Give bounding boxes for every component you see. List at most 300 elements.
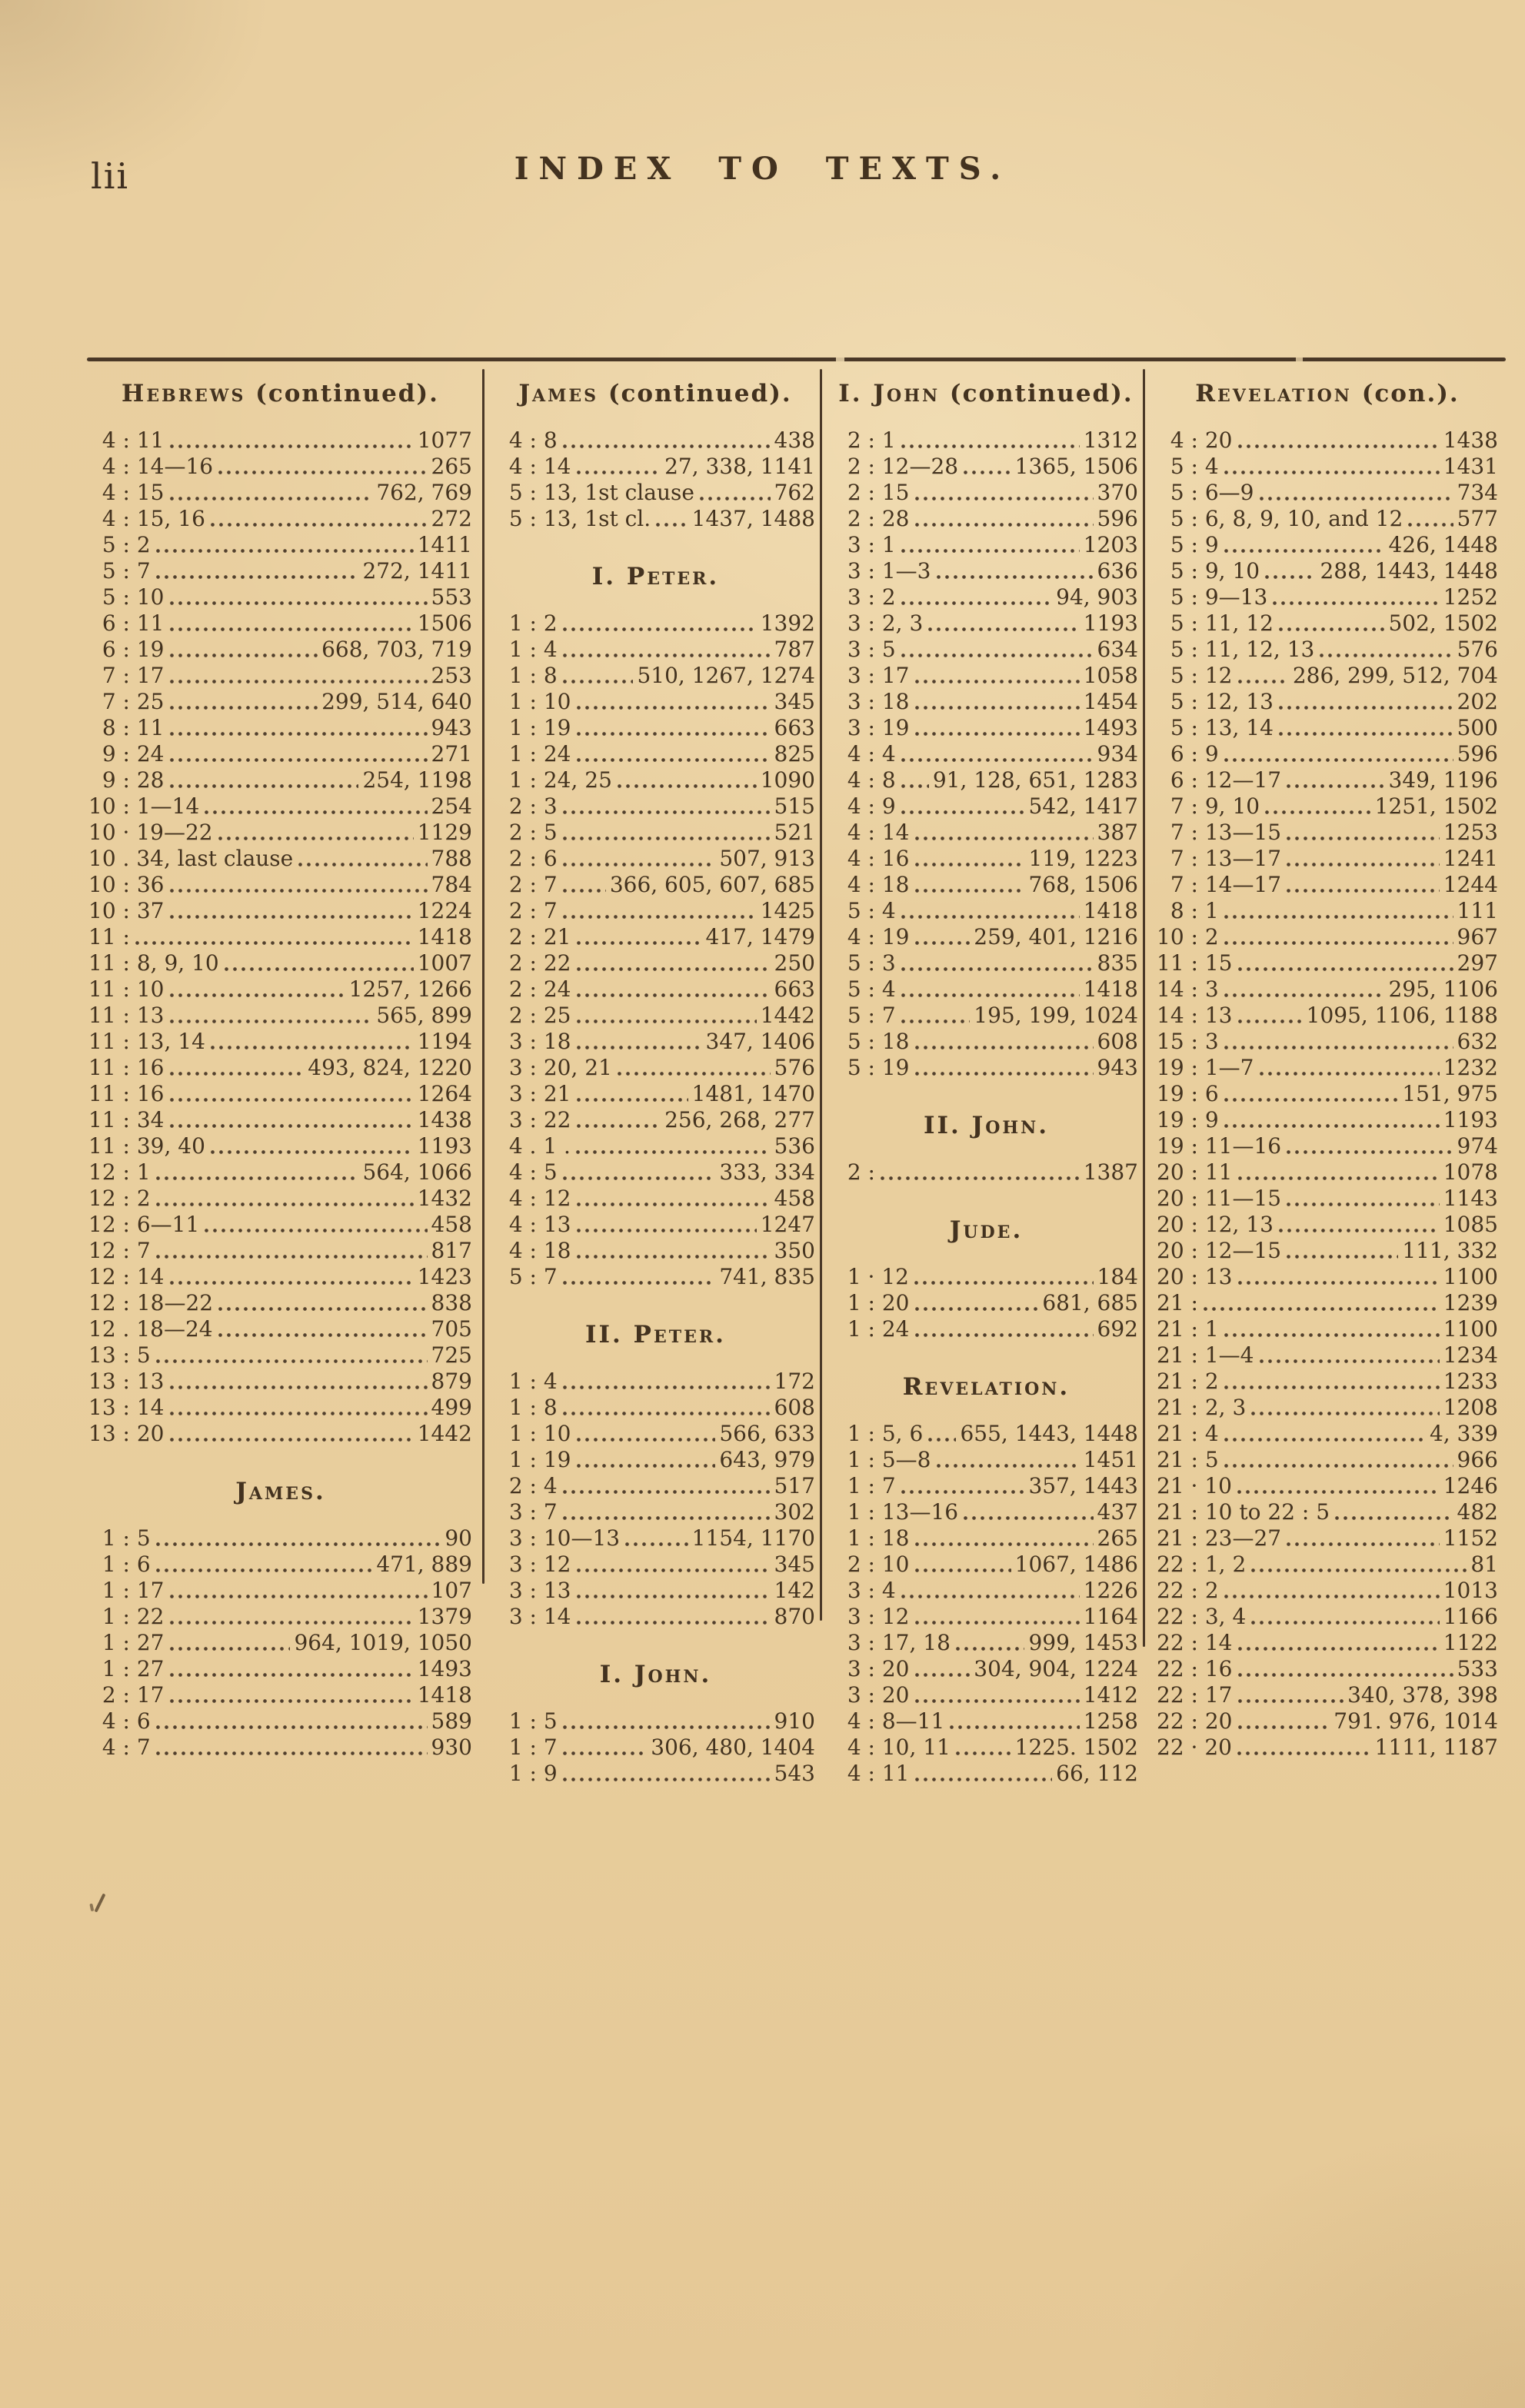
page-references: 636 [1097, 558, 1138, 584]
index-entry [495, 1525, 815, 1552]
page-references: 259, 401, 1216 [974, 924, 1138, 950]
dot-leader [563, 431, 771, 454]
page-references: 817 [431, 1238, 472, 1263]
index-entry [495, 427, 815, 454]
verse-reference: 5 : 7 [88, 558, 151, 584]
verse-reference: 4 : 12 [495, 1186, 571, 1211]
index-entry [88, 558, 472, 584]
page-references: 515 [774, 793, 815, 819]
index-entry [88, 637, 472, 663]
section-heading [834, 1112, 1138, 1139]
dot-leader [1224, 1450, 1453, 1473]
page-references: 297 [1457, 950, 1498, 976]
page-references: 4, 339 [1429, 1421, 1498, 1446]
page-references: 565, 899 [376, 1003, 472, 1028]
index-entry [495, 741, 815, 767]
dot-leader [1224, 927, 1453, 950]
verse-reference: 20 : 12, 13 [1157, 1212, 1274, 1237]
verse-reference: 1 : 18 [834, 1525, 910, 1551]
verse-reference: 7 : 13—15 [1157, 820, 1282, 845]
dot-leader [1224, 1110, 1440, 1133]
index-entry [834, 1552, 1138, 1578]
dot-leader [170, 1424, 414, 1447]
index-entry [1157, 1656, 1498, 1682]
page-references: 762, 769 [376, 480, 472, 505]
verse-reference: 4 : 8 [495, 427, 558, 453]
dot-leader [170, 1659, 414, 1682]
index-entry [495, 1238, 815, 1264]
page-references: 458 [774, 1186, 815, 1211]
verse-reference: 5 : 4 [834, 976, 896, 1002]
verse-reference: 5 : 3 [834, 950, 896, 976]
page-references: 1067, 1486 [1014, 1552, 1138, 1577]
verse-reference: 19 : 9 [1157, 1107, 1219, 1132]
verse-reference: 21 · 10 [1157, 1473, 1232, 1498]
index-entry [495, 976, 815, 1003]
index-entry [495, 767, 815, 793]
dot-leader [563, 1162, 716, 1186]
dot-leader [901, 797, 1025, 820]
dot-leader [156, 1711, 428, 1734]
index-entry [88, 1682, 472, 1708]
verse-reference: 5 : 19 [834, 1055, 910, 1080]
verse-reference: 13 : 13 [88, 1369, 165, 1394]
dot-leader [618, 1058, 771, 1081]
dot-leader [170, 1372, 428, 1395]
verse-reference: 2 : 6 [495, 846, 558, 871]
verse-reference: 12 : 1 [88, 1159, 151, 1185]
index-entry [1157, 1421, 1498, 1447]
index-entry [495, 1552, 815, 1578]
index-entry [1157, 532, 1498, 558]
page-references: 692 [1097, 1316, 1138, 1342]
index-entry [495, 1003, 815, 1029]
verse-reference: 3 : 4 [834, 1578, 896, 1603]
index-entry [88, 427, 472, 454]
index-entry [1157, 715, 1498, 741]
index-entry [834, 1003, 1138, 1029]
page-references: 1058 [1083, 663, 1138, 688]
verse-reference: 19 : 1—7 [1157, 1055, 1254, 1080]
dot-leader [1287, 849, 1440, 872]
section-heading [495, 563, 815, 590]
dot-leader [170, 901, 414, 924]
page-references: 966 [1457, 1447, 1498, 1472]
dot-leader [915, 483, 1094, 506]
dot-leader [901, 535, 1080, 558]
verse-reference: 9 : 28 [88, 767, 165, 793]
index-entry [88, 1342, 472, 1369]
index-entry [88, 1369, 472, 1395]
verse-reference: 19 : 11—16 [1157, 1133, 1282, 1159]
index-entry [1157, 1107, 1498, 1133]
page-references: 1078 [1443, 1159, 1498, 1185]
page-references: 1233 [1443, 1369, 1498, 1394]
page-references: 1095, 1106, 1188 [1306, 1003, 1498, 1028]
verse-reference: 21 : 10 to 22 : 5 [1157, 1499, 1330, 1525]
verse-reference: 11 : [88, 924, 130, 950]
dot-leader [881, 1162, 1080, 1186]
dot-leader [915, 849, 1025, 872]
page-references: 596 [1097, 506, 1138, 531]
index-entry [88, 1734, 472, 1761]
index-entry [88, 898, 472, 924]
verse-reference: 1 : 5—8 [834, 1447, 931, 1472]
dot-leader [577, 1032, 702, 1055]
index-entry [1157, 1604, 1498, 1630]
dot-leader [563, 849, 716, 872]
page-references: 762 [774, 480, 815, 505]
page-references: 426, 1448 [1388, 532, 1498, 557]
dot-leader [170, 770, 359, 793]
page-references: 286, 299, 512, 704 [1292, 663, 1498, 688]
verse-reference: 11 : 39, 40 [88, 1133, 205, 1159]
page-references: 254 [431, 793, 472, 819]
index-entry [834, 1264, 1138, 1290]
index-entry [495, 480, 815, 506]
book-name: Revelation [1195, 380, 1352, 407]
verse-reference: 5 : 13, 1st cl. [495, 506, 651, 531]
index-entry [834, 1290, 1138, 1316]
dot-leader [563, 614, 757, 637]
index-entry [88, 1029, 472, 1055]
verse-reference: 3 : 20 [834, 1656, 910, 1681]
verse-reference: 1 : 10 [495, 1421, 571, 1446]
page-references: 943 [431, 715, 472, 740]
page-references: 533 [1457, 1656, 1498, 1681]
page-references: 784 [431, 872, 472, 897]
book-name: II. Peter [585, 1321, 716, 1349]
verse-reference: 1 : 5 [495, 1708, 558, 1734]
page-references: 734 [1457, 480, 1498, 505]
verse-reference: 1 : 8 [495, 1395, 558, 1420]
verse-reference: 4 : 11 [834, 1761, 910, 1786]
page-references: 111 [1457, 898, 1498, 923]
dot-leader [1224, 1084, 1399, 1107]
dot-leader [1224, 744, 1453, 767]
dot-leader [563, 823, 771, 846]
dot-leader [576, 1136, 771, 1159]
page-references: 1241 [1443, 846, 1498, 871]
verse-reference: 1 : 6 [88, 1552, 151, 1577]
verse-reference: 12 : 6—11 [88, 1212, 200, 1237]
page-references: 974 [1457, 1133, 1498, 1159]
section-heading [495, 380, 815, 407]
index-entry [88, 1133, 472, 1159]
verse-reference: 22 : 17 [1157, 1682, 1233, 1708]
dot-leader [1273, 587, 1439, 610]
dot-leader [915, 875, 1025, 898]
index-entry [88, 1055, 472, 1081]
dot-leader [1238, 1711, 1330, 1734]
index-entry [88, 1081, 472, 1107]
dot-leader [1238, 1659, 1453, 1682]
page-references: 787 [774, 637, 815, 662]
dot-leader [901, 640, 1094, 663]
dot-leader [1279, 718, 1453, 741]
verse-reference: 3 : 1—3 [834, 558, 931, 584]
page-references: 1418 [417, 924, 472, 950]
heading-suffix: (continued). [940, 380, 1134, 407]
page-references: 1451 [1083, 1447, 1138, 1472]
index-entry [88, 1264, 472, 1290]
book-name: I. John [599, 1661, 701, 1688]
verse-reference: 5 : 10 [88, 584, 165, 610]
dot-leader [211, 1032, 414, 1055]
index-entry [834, 872, 1138, 898]
verse-reference: 8 : 1 [1157, 898, 1219, 923]
page-references: 107 [431, 1578, 472, 1603]
verse-reference: 2 : 5 [495, 820, 558, 845]
verse-reference: 19 : 6 [1157, 1081, 1219, 1106]
dot-leader [625, 1528, 688, 1552]
index-entry [1157, 1212, 1498, 1238]
page-references: 271 [431, 741, 472, 767]
verse-reference: 10 : 1—14 [88, 793, 200, 819]
verse-reference: 22 : 2 [1157, 1578, 1219, 1603]
dot-leader [170, 483, 373, 506]
verse-reference: 14 : 3 [1157, 976, 1219, 1002]
index-entry [834, 637, 1138, 663]
page-references: 576 [1457, 637, 1498, 662]
index-entry [1157, 741, 1498, 767]
page-references: 1193 [1443, 1107, 1498, 1132]
page-references: 835 [1097, 950, 1138, 976]
verse-reference: 11 : 8, 9, 10 [88, 950, 219, 976]
dot-leader [156, 561, 359, 584]
index-entry [834, 1578, 1138, 1604]
verse-reference: 3 : 21 [495, 1081, 571, 1106]
index-entry [834, 1159, 1138, 1186]
dot-leader [1224, 1372, 1440, 1395]
verse-reference: 21 : 2, 3 [1157, 1395, 1247, 1420]
verse-reference: 22 : 14 [1157, 1630, 1233, 1655]
verse-reference: 4 : 15, 16 [88, 506, 205, 531]
dot-leader [563, 1267, 716, 1290]
index-entry [88, 793, 472, 820]
verse-reference: 5 : 13, 14 [1157, 715, 1274, 740]
index-entry [1157, 1447, 1498, 1473]
page-references: 507, 913 [719, 846, 815, 871]
page-references: 1232 [1443, 1055, 1498, 1080]
index-entry [834, 793, 1138, 820]
index-entry [88, 820, 472, 846]
section-heading [88, 1478, 472, 1505]
index-entry [834, 741, 1138, 767]
dot-leader [577, 1450, 716, 1473]
dot-leader [956, 1633, 1025, 1656]
dot-leader [1408, 509, 1453, 532]
page-references: 195, 199, 1024 [974, 1003, 1138, 1028]
verse-reference: 11 : 15 [1157, 950, 1233, 976]
dot-leader [937, 1450, 1080, 1473]
index-entry [1157, 480, 1498, 506]
dot-leader [170, 744, 428, 767]
page-references: 94, 903 [1056, 584, 1138, 610]
index-entry [834, 1656, 1138, 1682]
page-references: 1379 [417, 1604, 472, 1629]
dot-leader [1238, 666, 1289, 689]
index-entry [1157, 898, 1498, 924]
heading-suffix: . [315, 1478, 325, 1505]
index-entry [495, 1369, 815, 1395]
verse-reference: 13 : 14 [88, 1395, 165, 1420]
page-references: 499 [431, 1395, 472, 1420]
verse-reference: 5 : 4 [1157, 454, 1219, 479]
verse-reference: 9 : 24 [88, 741, 165, 767]
heading-suffix: . [701, 1661, 711, 1688]
page-references: 1481, 1470 [691, 1081, 815, 1106]
verse-reference: 5 : 2 [88, 532, 151, 557]
page-references: 930 [431, 1734, 472, 1760]
dot-leader [915, 1555, 1011, 1578]
dot-leader [577, 979, 771, 1003]
index-entry [1157, 976, 1498, 1003]
index-entry [834, 506, 1138, 532]
page-references: 1493 [417, 1656, 472, 1681]
index-entry [88, 1708, 472, 1734]
index-entry [88, 846, 472, 872]
verse-reference: 3 : 19 [834, 715, 910, 740]
verse-reference: 22 : 1, 2 [1157, 1552, 1247, 1577]
page-references: 1438 [417, 1107, 472, 1132]
verse-reference: 4 : 15 [88, 480, 165, 505]
verse-reference: 2 : 1 [834, 427, 896, 453]
verse-reference: 4 : 18 [495, 1238, 571, 1263]
verse-reference: 2 : 3 [495, 793, 558, 819]
verse-reference: 5 : 18 [834, 1029, 910, 1054]
index-entry [1157, 1238, 1498, 1264]
verse-reference: 5 : 12, 13 [1157, 689, 1274, 714]
verse-reference: 1 : 10 [495, 689, 571, 714]
index-entry [495, 1604, 815, 1630]
page-references: 1264 [417, 1081, 472, 1106]
verse-reference: 4 . 1 . [495, 1133, 571, 1159]
page-references: 256, 268, 277 [664, 1107, 815, 1132]
page-references: 1412 [1083, 1682, 1138, 1708]
index-entry [495, 1499, 815, 1525]
index-entry [495, 950, 815, 976]
index-columns [88, 380, 1506, 1787]
verse-reference: 4 : 7 [88, 1734, 151, 1760]
index-entry [88, 1107, 472, 1133]
index-entry [1157, 767, 1498, 793]
page-references: 1425 [760, 898, 815, 923]
verse-reference: 3 : 1 [834, 532, 896, 557]
page-references: 663 [774, 976, 815, 1002]
index-entry [1157, 1133, 1498, 1159]
page-references: 788 [431, 846, 472, 871]
dot-leader [915, 1528, 1094, 1552]
dot-leader [1320, 640, 1453, 663]
verse-reference: 5 : 11, 12, 13 [1157, 637, 1315, 662]
page-references: 768, 1506 [1028, 872, 1138, 897]
page-references: 1252 [1443, 584, 1498, 610]
index-entry [834, 480, 1138, 506]
dot-leader [1287, 1189, 1440, 1212]
dot-leader [170, 666, 428, 689]
page-references: 1193 [1083, 610, 1138, 636]
page-references: 1253 [1443, 820, 1498, 845]
page-references: 1442 [760, 1003, 815, 1028]
index-entry [88, 1525, 472, 1552]
verse-reference: 3 : 22 [495, 1107, 571, 1132]
page-references: 253 [431, 663, 472, 688]
verse-reference: 10 · 19—22 [88, 820, 213, 845]
verse-reference: 5 : 4 [834, 898, 896, 923]
dot-leader [1287, 770, 1384, 793]
index-entry [834, 1055, 1138, 1081]
page-references: 304, 904, 1224 [974, 1656, 1138, 1681]
index-entry [1157, 1525, 1498, 1552]
heading-suffix: . [708, 563, 719, 590]
index-entry [1157, 558, 1498, 584]
index-entry [88, 610, 472, 637]
verse-reference: 21 : 1 [1157, 1316, 1219, 1342]
page-references: 1077 [417, 427, 472, 453]
verse-reference: 1 : 20 [834, 1290, 910, 1315]
dot-leader [211, 1136, 414, 1159]
verse-reference: 3 : 14 [495, 1604, 571, 1629]
dot-leader [1279, 1215, 1440, 1238]
dot-leader [170, 718, 428, 741]
index-entry [1157, 1578, 1498, 1604]
dot-leader [901, 953, 1094, 976]
dot-leader [563, 797, 771, 820]
index-column-4 [1138, 380, 1506, 1787]
page-references: 964, 1019, 1050 [294, 1630, 472, 1655]
verse-reference: 6 : 19 [88, 637, 165, 662]
index-entry [1157, 950, 1498, 976]
index-entry [1157, 1081, 1498, 1107]
dot-leader [928, 1424, 956, 1447]
verse-reference: 3 : 18 [834, 689, 910, 714]
index-entry [495, 1708, 815, 1734]
page-references: 333, 334 [719, 1159, 815, 1185]
index-entry [495, 1447, 815, 1473]
page-references: 350 [774, 1238, 815, 1263]
verse-reference: 10 : 37 [88, 898, 165, 923]
dot-leader [1287, 823, 1440, 846]
page-references: 1143 [1443, 1186, 1498, 1211]
dot-leader [901, 1476, 1025, 1499]
index-entry [1157, 1055, 1498, 1081]
page-references: 725 [431, 1342, 472, 1368]
heading-suffix: . [715, 1321, 725, 1349]
index-entry [88, 1552, 472, 1578]
page-references: 387 [1097, 820, 1138, 845]
page-references: 1152 [1443, 1525, 1498, 1551]
verse-reference: 2 : 4 [495, 1473, 558, 1498]
page-references: 1454 [1083, 689, 1138, 714]
index-entry [834, 558, 1138, 584]
page-references: 1438 [1443, 427, 1498, 453]
index-entry [834, 1499, 1138, 1525]
dot-leader [1238, 1162, 1440, 1186]
section-heading [495, 1661, 815, 1688]
verse-reference: 20 : 11 [1157, 1159, 1233, 1185]
page-references: 66, 112 [1056, 1761, 1138, 1786]
verse-reference: 7 : 9, 10 [1157, 793, 1260, 819]
dot-leader [1260, 1058, 1440, 1081]
page-references: 202 [1457, 689, 1498, 714]
verse-reference: 11 : 16 [88, 1055, 165, 1080]
page-references: 81 [1470, 1552, 1498, 1577]
verse-reference: 2 : 25 [495, 1003, 571, 1028]
page-references: 741, 835 [719, 1264, 815, 1289]
page-references: 1164 [1083, 1604, 1138, 1629]
page-references: 1226 [1083, 1578, 1138, 1603]
